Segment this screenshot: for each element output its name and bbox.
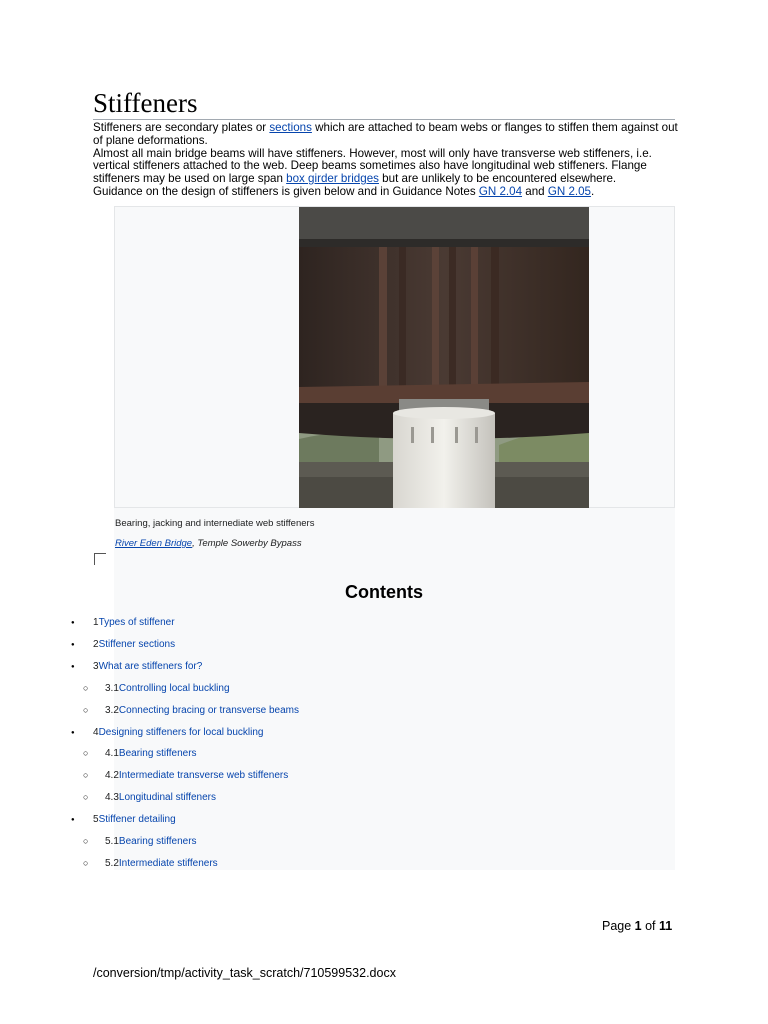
gn-204-link[interactable]: GN 2.04 [478, 184, 523, 198]
sections-link[interactable]: sections [269, 121, 312, 134]
page-current: 1 [634, 919, 642, 933]
page-label: Page [602, 919, 635, 933]
intro-text-span: Stiffeners are secondary plates or [93, 121, 270, 134]
bullet-circle-icon: ○ [83, 770, 89, 780]
toc-item-link[interactable]: Designing stiffeners for local buckling [98, 727, 264, 738]
toc-item-number: 1 [93, 617, 99, 628]
bullet-circle-icon: ○ [83, 836, 89, 846]
intro-text-span: Almost all main bridge beams will have stiffeners. However, most will only have transverse web stiffeners, i.e. vertical stiffeners attached to the web. Deep beams sometimes also have longitudinal web stiffeners. Flange [93, 146, 652, 173]
file-path: /conversion/tmp/activity_task_scratch/710599532.docx [93, 966, 396, 980]
toc-item[interactable] [93, 727, 263, 738]
credit-text: , Temple Sowerby Bypass [192, 538, 302, 549]
intro-text [93, 122, 678, 199]
page-total: 11 [659, 919, 673, 933]
toc-item-number: 3.1 [105, 683, 119, 694]
bullet-disc-icon: ● [71, 620, 75, 626]
intro-paragraph-4 [93, 186, 678, 199]
figure-caption: Bearing, jacking and internediate web stiffeners [115, 518, 315, 529]
toc-item[interactable] [105, 705, 299, 716]
page-title: Stiffeners [93, 87, 675, 120]
toc-item-number: 5.1 [105, 836, 119, 847]
intro-paragraph-2 [93, 148, 678, 174]
intro-text-span: stiffeners may be used on large span [93, 172, 287, 186]
page-of: of [641, 919, 659, 933]
toc-item[interactable] [105, 792, 216, 803]
bullet-disc-icon: ● [71, 642, 75, 648]
intro-text-span: and [522, 184, 548, 198]
bullet-circle-icon: ○ [83, 683, 89, 693]
intro-text-span: Guidance on the design of stiffeners is given below and in Guidance Notes [93, 184, 479, 198]
toc-item-link[interactable]: Bearing stiffeners [118, 836, 197, 847]
toc-item-link[interactable]: What are stiffeners for? [98, 661, 203, 672]
toc-item[interactable] [105, 836, 197, 847]
toc-item[interactable] [105, 683, 230, 694]
toc-item-link[interactable]: Intermediate transverse web stiffeners [118, 770, 289, 781]
toc-item-number: 5.2 [105, 858, 119, 869]
toc-container [114, 568, 675, 870]
toc-item-number: 4.1 [105, 748, 119, 759]
toc-item-link[interactable]: Longitudinal stiffeners [118, 792, 217, 803]
toc-item-link[interactable]: Stiffener detailing [98, 814, 176, 825]
toc-item-link[interactable]: Connecting bracing or transverse beams [118, 705, 299, 716]
toc-item[interactable] [105, 858, 218, 869]
bridge-stiffeners-photo[interactable] [299, 207, 589, 508]
toc-item[interactable] [105, 748, 197, 759]
bullet-circle-icon: ○ [83, 705, 89, 715]
intro-text-span: which are attached to beam webs or flanges to stiffen them against out of plane deformations. [93, 121, 678, 147]
toc-item-link[interactable]: Stiffener sections [98, 639, 176, 650]
toc-item[interactable] [105, 770, 288, 781]
toc-title: Contents [345, 582, 423, 602]
intro-text-span: but are unlikely to be encountered elsewhere. [378, 172, 617, 186]
toc-item-link[interactable]: Controlling local buckling [118, 683, 230, 694]
toc-item-number: 3 [93, 661, 99, 672]
gn-205-link[interactable]: GN 2.05 [547, 184, 592, 198]
toc-item-number: 4 [93, 727, 99, 738]
toc-item-link[interactable]: Intermediate stiffeners [118, 858, 218, 869]
toc-item[interactable] [93, 639, 175, 650]
toc-item-number: 4.3 [105, 792, 119, 803]
bullet-disc-icon: ● [71, 730, 75, 736]
toc-item[interactable] [93, 814, 176, 825]
figure-credit [115, 538, 302, 549]
intro-text-span: . [591, 184, 595, 198]
toc-item-number: 4.2 [105, 770, 119, 781]
bullet-disc-icon: ● [71, 817, 75, 823]
bullet-circle-icon: ○ [83, 858, 89, 868]
page-number [602, 919, 672, 933]
toc-item[interactable] [93, 661, 202, 672]
river-eden-bridge-link[interactable]: River Eden Bridge [115, 538, 193, 549]
toc-item-number: 5 [93, 814, 99, 825]
bullet-circle-icon: ○ [83, 792, 89, 802]
checkbox-icon[interactable] [94, 553, 106, 565]
box-girder-bridges-link[interactable]: box girder bridges [286, 172, 379, 186]
intro-paragraph-1 [93, 122, 678, 148]
bullet-circle-icon: ○ [83, 748, 89, 758]
toc-item[interactable] [93, 617, 175, 628]
bullet-disc-icon: ● [71, 664, 75, 670]
toc-item-link[interactable]: Types of stiffener [98, 617, 175, 628]
toc-item-number: 3.2 [105, 705, 119, 716]
toc-item-link[interactable]: Bearing stiffeners [118, 748, 197, 759]
toc-item-number: 2 [93, 639, 99, 650]
